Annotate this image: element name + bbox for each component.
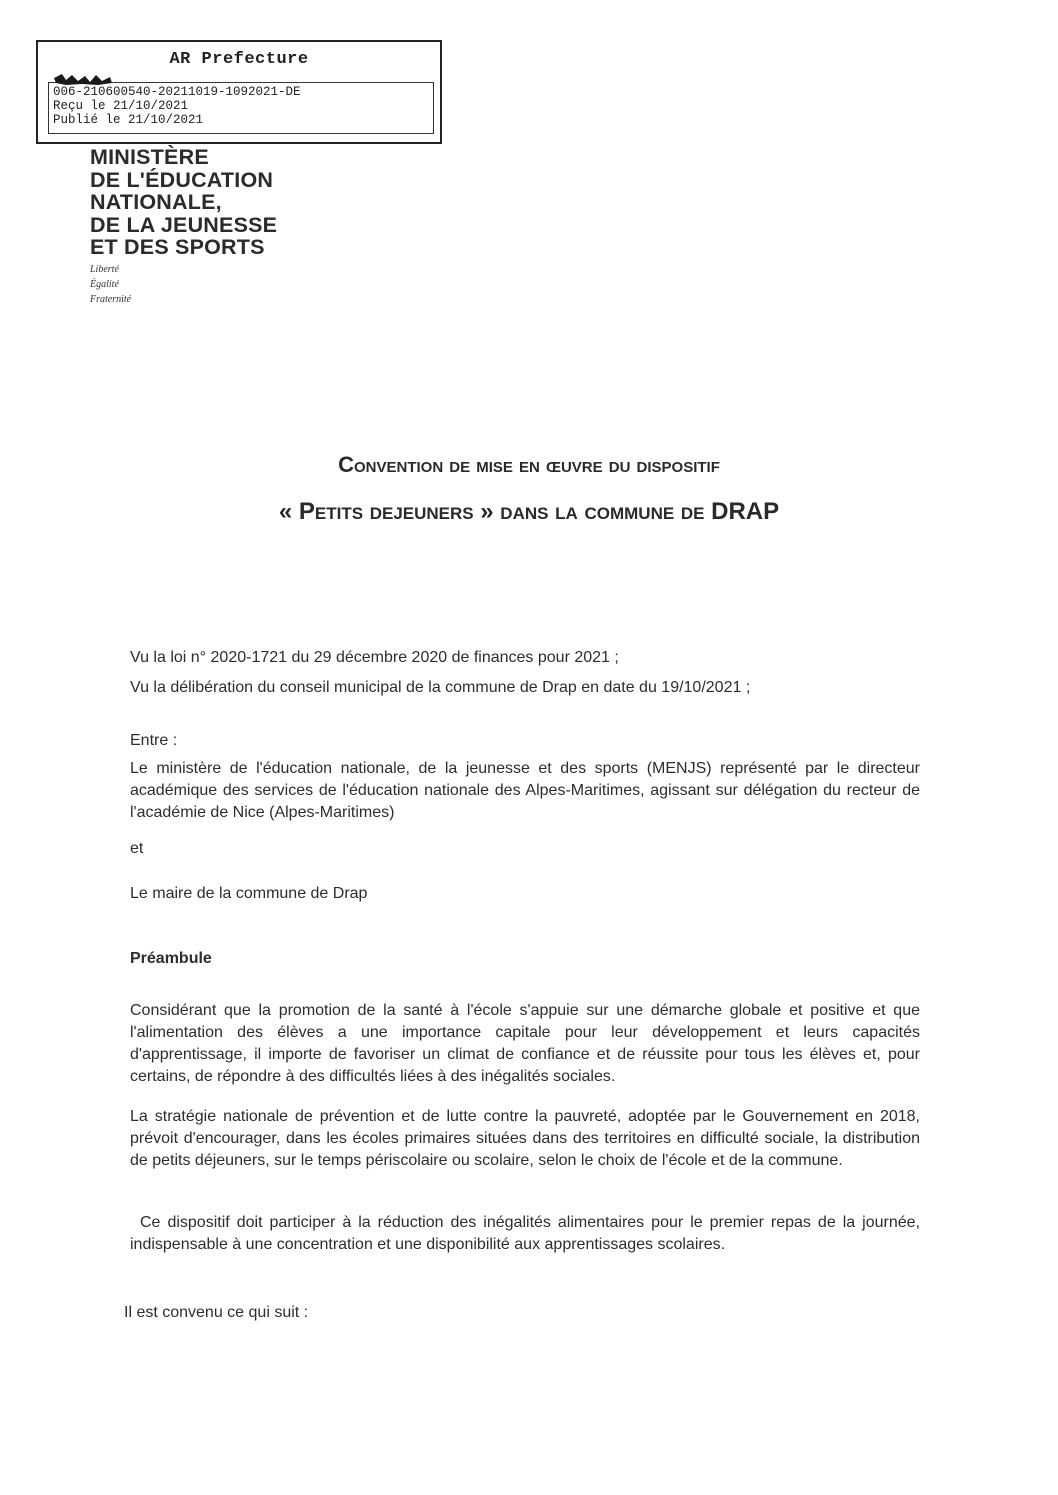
preambule-paragraph-2: La stratégie nationale de prévention et de lutte contre la pauvreté, adoptée par le Gouvernement en 2018, prévoit d'encourager, dans les écoles primaires situées dans des territoires en difficulté sociale, la distribution de petits déjeuners, sur le temps périscolaire ou scolaire, selon le choix de l'école et de la commune. [130,1108,920,1169]
motto-egalite: Égalité [90,279,119,290]
ministry-line: ET DES SPORTS [90,235,265,259]
stamp-title: AR Prefecture [169,50,309,69]
stamp-received-date: Reçu le 21/10/2021 [53,99,189,113]
ministry-logo-text [90,146,277,259]
motto-fraternite: Fraternité [90,294,132,305]
preambule-paragraph-1: Considérant que la promotion de la santé à l'école s'appuie sur une démarche globale et positive et que l'alimentation des élèves a une importance capitale pour leur développement et leurs capacités d'apprentissage, il importe de favoriser un climat de confiance et de réussite pour tous les élèves et, pour certains, de répondre à des difficultés liées à des inégalités sociales. [130,1002,920,1085]
ministry-line: NATIONALE, [90,190,222,214]
stamp-reference-number: 006-210600540-20211019-1092021-DE [53,85,301,99]
visa-deliberation: Vu la délibération du conseil municipal de la commune de Drap en date du 19/10/2021 ; [130,679,751,696]
document-title-line2: « Petits dejeuners » dans la commune de DRAP [278,498,780,525]
party-mayor: Le maire de la commune de Drap [130,885,368,902]
entre-label: Entre : [130,732,178,749]
stamp-reference-box [48,82,434,134]
prefecture-stamp [36,40,442,144]
party-ministry: Le ministère de l'éducation nationale, de la jeunesse et des sports (MENJS) représenté par le directeur académique des services de l'éducation nationale des Alpes-Maritimes, agissant sur délégation du recteur de l'académie de Nice (Alpes-Maritimes) [130,760,920,821]
motto-liberte: Liberté [90,264,119,275]
republic-motto [90,262,131,307]
document-title-line1: Convention de mise en œuvre du dispositif [338,452,720,477]
ministry-line: DE L'ÉDUCATION [90,167,274,192]
ministry-line: DE LA JEUNESSE [90,212,278,237]
closing-statement: Il est convenu ce qui suit : [124,1304,309,1321]
ink-smudge-mark [52,72,114,86]
preambule-heading: Préambule [130,950,212,967]
stamp-published-date: Publié le 21/10/2021 [53,113,204,127]
visa-law: Vu la loi n° 2020-1721 du 29 décembre 2020 de finances pour 2021 ; [130,649,619,666]
ministry-line: MINISTÈRE [90,145,209,169]
et-label: et [130,840,144,857]
preambule-paragraph-3: Ce dispositif doit participer à la réduction des inégalités alimentaires pour le premier repas de la journée, indispensable à une concentration et une disponibilité aux apprentissages scolaires. [130,1214,920,1253]
